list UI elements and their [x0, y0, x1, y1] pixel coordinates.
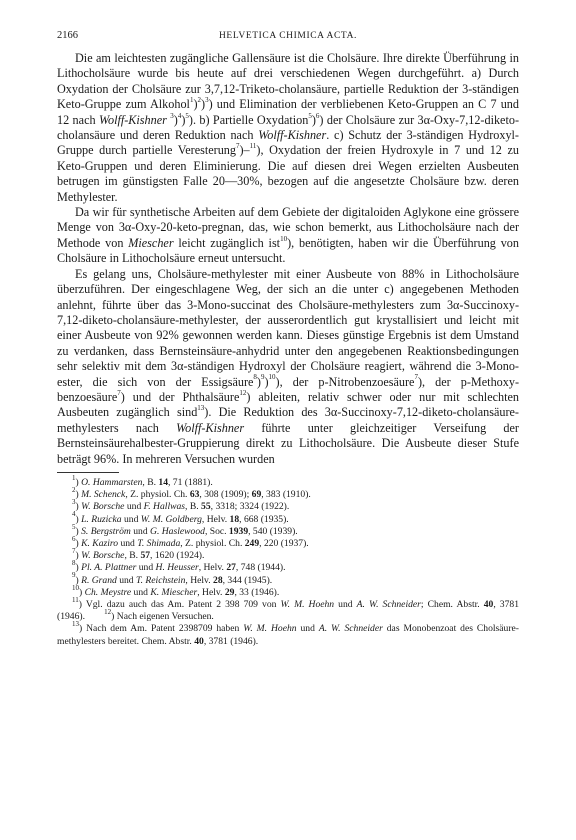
- journal-title: HELVETICA CHIMICA ACTA.: [218, 31, 358, 41]
- paragraph: Da wir für synthetische Arbeiten auf dem Gebiete der digitaloiden Aglykone eine grössere Menge von 3α-Oxy-20-keto-pregnan, das, wie schon bemerkt, aus Lithocholsäure nach der Methode von Miescher leicht zugänglich ist$^{10}$), benötigten, haben wir die Überführung von Cholsäure in Lithocholsäure erneut untersucht.: [57, 205, 519, 266]
- footnote: $^8$) Pl. A. Plattner und H. Heusser, Helv. 27, 748 (1944).: [72, 559, 286, 574]
- footnote: $^{13}$) Nach dem Am. Patent 2398709 haben W. M. Hoehn und A. W. Schneider das Monobenzoat des Cholsäure-methylesters bereitet. Chem. Abstr. 40, 3781 (1946).: [57, 620, 519, 647]
- footnote: $^4$) L. Ruzicka und W. M. Goldberg, Helv. 18, 668 (1935).: [72, 510, 289, 525]
- paragraph: Die am leichtesten zugängliche Gallensäure ist die Cholsäure. Ihre direkte Überführung in Lithocholsäure wurde bis heute auf drei verschiedenen Wegen durchgeführt. a) Durch Oxydation der Cholsäure zur 3,7,12-Triketo-cholansäure, partielle Reduktion der 3-ständigen Keto-Gruppe zum Alkohol$^1$)$^2$)$^3$) und Elimination der verbliebenen Keto-Gruppen an C 7 und 12 nach Wolff-Kishner $^3$)$^4$)$^5$). b) Partielle Oxydation$^5$)$^6$) der Cholsäure zur 3α-Oxy-7,12-diketo-cholansäure und deren Reduktion nach Wolff-Kishner. c) Schutz der 3-ständigen Hydroxyl-Gruppe durch partielle Veresterung$^7$)–$^{11}$), Oxydation der freien Hydroxyle in 7 und 12 zu Keto-Gruppen und deren Eliminierung. Die auf diesen drei Wegen erzielten Ausbeuten betrugen im günstigsten Falle 20—30%, bezogen auf die angesetzte Cholsäure bzw. deren Methylester.: [57, 51, 520, 204]
- running-header: [57, 30, 519, 44]
- footnote: $^1$) O. Hammarsten, B. 14, 71 (1881).: [72, 473, 213, 488]
- footnote: $^7$) W. Borsche, B. 57, 1620 (1924).: [72, 547, 205, 562]
- footnote: $^2$) M. Schenck, Z. physiol. Ch. 63, 308 (1909); 69, 383 (1910).: [72, 485, 311, 501]
- footnote: $^{11}$) Vgl. dazu auch das Am. Patent 2 398 709 von W. M. Hoehn und A. W. Schneider; Chem. Abstr. 40, 3781 (1946). $^{12}$) Nach eigenen Versuchen.: [57, 595, 519, 623]
- body-text: [57, 51, 519, 467]
- footnotes: [57, 472, 519, 648]
- footnote: $^{10}$) Ch. Meystre und K. Miescher, Helv. 29, 33 (1946).: [72, 583, 280, 598]
- page-number: 2166: [57, 30, 78, 41]
- page: [57, 30, 519, 648]
- footnote: $^6$) K. Kaziro und T. Shimada, Z. physiol. Ch. 249, 220 (1937).: [72, 534, 309, 549]
- paragraph: Es gelang uns, Cholsäure-methylester mit einer Ausbeute von 88% in Lithocholsäure überzuführen. Der eingeschlagene Weg, der sich an die unter c) angegebenen Methoden anlehnt, führte über das 3-Mono-succinat des Cholsäure-methylesters zum 3α-Succinoxy-7,12-diketo-cholansäure-methylester, der ausserordentlich gut krystallisiert und leicht mit einer Ausbeute von 92% gewonnen werden kann. Dieses günstige Ergebnis ist dem Umstand zu verdanken, dass Bernsteinsäure-anhydrid unter den angegebenen Reaktionsbedingungen sehr selektiv mit dem 3α-ständigen Hydroxyl der Cholsäure reagiert, während die 3-Mono-ester, die sich von der Essigsäure$^8$)$^9$)$^{10}$), der p-Nitrobenzoesäure$^7$), der p-Methoxy-benzoesäure$^7$) und der Phthalsäure$^{12}$) ableiten, relativ schwer oder nur mit schlechten Ausbeuten zugänglich sind$^{13}$). Die Reduktion des 3α-Succinoxy-7,12-diketo-cholansäure-methylesters nach Wolff-Kishner führte unter gleichzeitiger Verseifung der Bernsteinsäurehalbester-Gruppierung direkt zu Lithocholsäure. Die Ausbeute dieser Stufe beträgt 96%. In mehreren Versuchen wurden: [57, 266, 519, 466]
- footnote-rule: [57, 472, 119, 473]
- footnote: $^9$) R. Grand und T. Reichstein, Helv. 28, 344 (1945).: [72, 571, 273, 586]
- footnote: $^5$) S. Bergström und G. Haslewood, Soc. 1939, 540 (1939).: [72, 522, 298, 537]
- footnote: $^3$) W. Borsche und F. Hallwas, B. 55, 3318; 3324 (1922).: [72, 498, 290, 513]
